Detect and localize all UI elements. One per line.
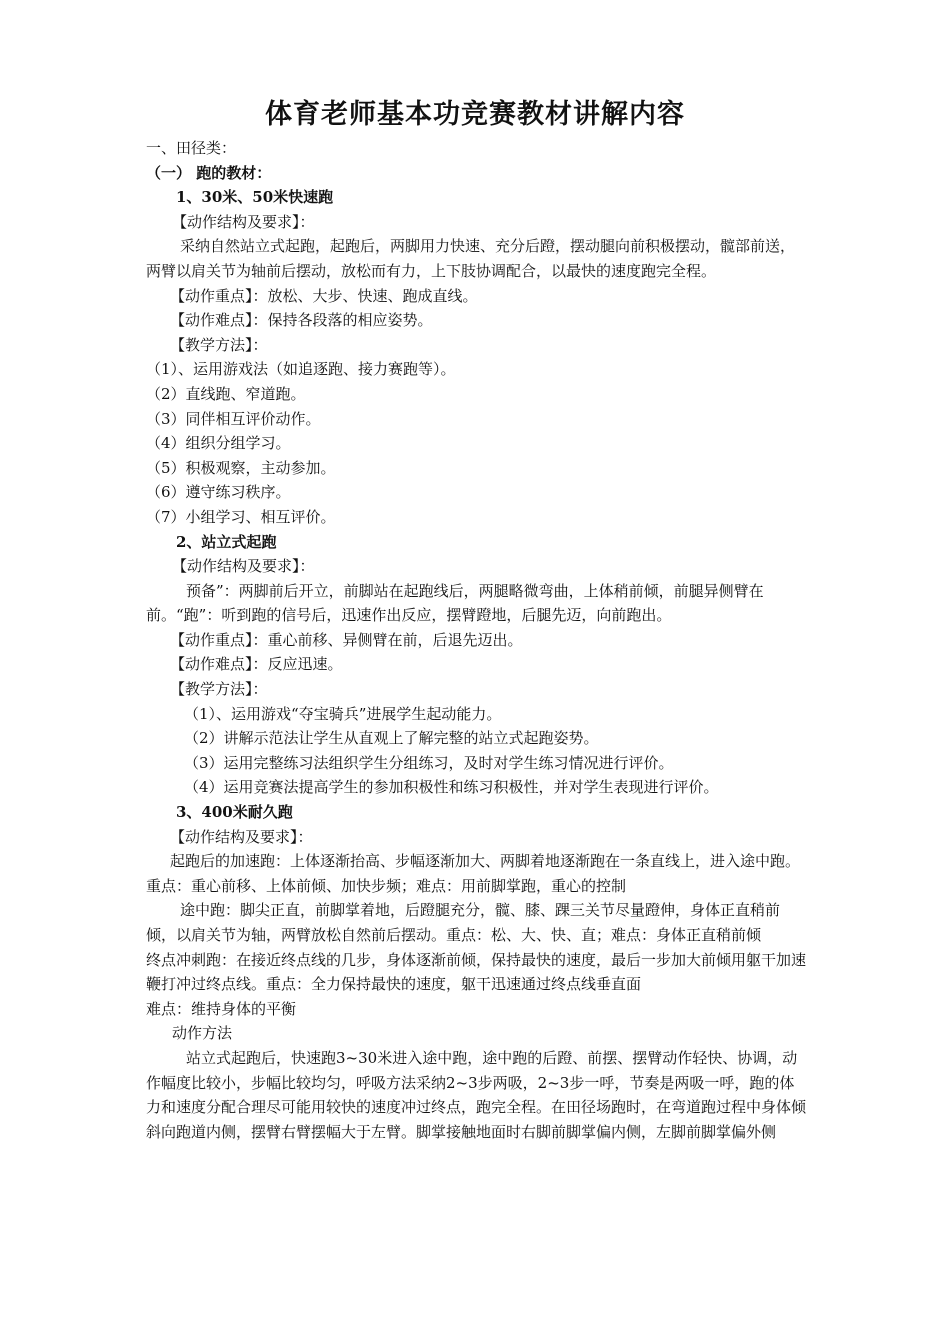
item-heading: 1、30米、50米快速跑 bbox=[176, 188, 334, 207]
method-item: （7）小组学习、相互评价。 bbox=[146, 507, 336, 526]
struct-label: 【动作结构及要求】： bbox=[172, 557, 315, 576]
difficulty-point: 【动作难点】：保持各段落的相应姿势。 bbox=[170, 311, 433, 330]
section-heading: 一、田径类： bbox=[146, 139, 237, 157]
method-item: （3）同伴相互评价动作。 bbox=[146, 409, 321, 428]
difficulty-point: 【动作难点】：反应迅速。 bbox=[170, 655, 343, 674]
key-point: 【动作重点】：放松、大步、快速、跑成直线。 bbox=[170, 286, 478, 305]
method-paragraph: 站立式起跑后，快速跑3~30米进入途中跑，途中跑的后蹬、前摆、摆臂动作轻快、协调，动作幅度比较小，步幅比较均匀，呼吸方法采纳2~3步两吸，2~3步一呼，节奏是两吸一呼，跑的体力和速度分配合理尽可能用较快的速度冲过终点，跑完全程。在田径场跑时，在弯道跑过程中身体倾斜向跑道内侧，摆臂右臂摆幅大于左臂。脚掌接触地面时右脚前脚掌偏内侧，左脚前脚掌偏外侧 bbox=[146, 1048, 807, 1141]
finish-paragraph: 终点冲刺跑：在接近终点线的几步，身体逐渐前倾，保持最快的速度，最后一步加大前倾用躯干加速鞭打冲过终点线。重点：全力保持最快的速度，躯干迅速通过终点线垂直面 bbox=[146, 950, 807, 994]
method-item: （1）、运用游戏“夺宝骑兵”进展学生起动能力。 bbox=[184, 704, 502, 723]
struct-text: 采纳自然站立式起跑，起跑后，两脚用力快速、充分后蹬，摆动腿向前积极摆动，髋部前送，两臂以肩关节为轴前后摆动，放松而有力，上下肢协调配合，以最快的速度跑完全程。 bbox=[146, 237, 796, 280]
method-item: （1）、运用游戏法（如追逐跑、接力赛跑等）。 bbox=[146, 360, 456, 379]
struct-text: 预备”：两脚前后开立，前脚站在起跑线后，两腿略微弯曲，上体稍前倾，前腿异侧臂在前。“跑”：听到跑的信号后，迅速作出反应，摆臂蹬地，后腿先迈，向前跑出。 bbox=[146, 581, 764, 625]
method-item: （6）遵守练习秩序。 bbox=[146, 483, 291, 502]
key-point: 【动作重点】：重心前移、异侧臂在前，后退先迈出。 bbox=[170, 630, 523, 649]
method-item: （4）组织分组学习。 bbox=[146, 434, 291, 453]
method-item: （3）运用完整练习法组织学生分组练习，及时对学生练习情况进行评价。 bbox=[184, 753, 674, 772]
struct-label: 【动作结构及要求】： bbox=[172, 212, 315, 231]
method-item: （2）直线跑、窄道跑。 bbox=[146, 384, 306, 403]
accel-paragraph: 起跑后的加速跑：上体逐渐抬高、步幅逐渐加大、两脚着地逐渐跑在一条直线上，进入途中跑。重点：重心前移、上体前倾、加快步频；难点：用前脚掌跑，重心的控制 bbox=[146, 852, 801, 895]
mid-race-paragraph: 途中跑：脚尖正直，前脚掌着地，后蹬腿充分，髋、膝、踝三关节尽量蹬伸，身体正直稍前倾，以肩关节为轴，两臂放松自然前后摆动。重点：松、大、快、直；难点：身体正直稍前倾 bbox=[146, 901, 781, 944]
document-body bbox=[146, 136, 808, 1144]
method-item: （4）运用竞赛法提高学生的参加积极性和练习积极性，并对学生表现进行评价。 bbox=[184, 778, 719, 797]
method-label: 动作方法 bbox=[172, 1024, 233, 1043]
finish-difficulty: 难点：维持身体的平衡 bbox=[146, 999, 297, 1018]
document-title: 体育老师基本功竞赛教材讲解内容 bbox=[265, 99, 685, 130]
method-label: 【教学方法】： bbox=[170, 680, 268, 699]
method-label: 【教学方法】： bbox=[170, 335, 268, 354]
item-heading: 3、400米耐久跑 bbox=[176, 803, 293, 822]
struct-label: 【动作结构及要求】： bbox=[170, 827, 313, 846]
item-heading: 2、站立式起跑 bbox=[176, 532, 277, 551]
subsection-heading: （一） 跑的教材： bbox=[146, 163, 272, 182]
method-item: （2）讲解示范法让学生从直观上了解完整的站立式起跑姿势。 bbox=[184, 729, 599, 748]
method-item: （5）积极观察，主动参加。 bbox=[146, 458, 336, 477]
